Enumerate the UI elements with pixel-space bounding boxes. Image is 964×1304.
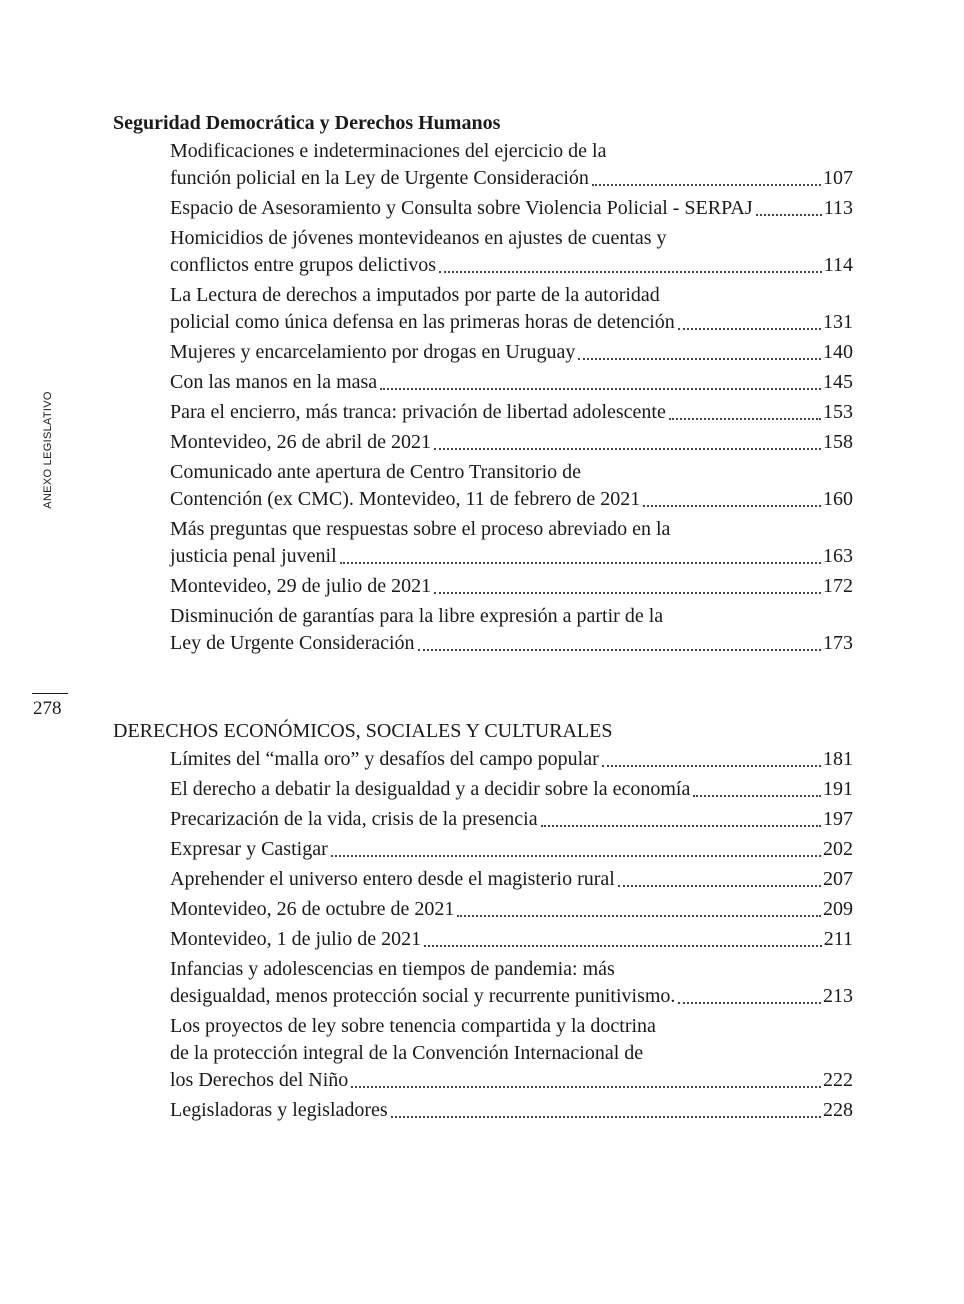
toc-entry-last-line <box>170 573 853 600</box>
toc-entry-title-line: Los proyectos de ley sobre tenencia compartida y la doctrina <box>170 1015 656 1037</box>
dot-leader <box>618 885 821 887</box>
toc-entry-last-line <box>170 896 853 923</box>
toc-page-number: 202 <box>823 838 853 860</box>
dot-leader <box>578 358 821 360</box>
toc-page-number: 207 <box>823 868 853 890</box>
dot-leader <box>541 825 821 827</box>
toc-entry[interactable] <box>170 746 853 773</box>
section-title: Seguridad Democrática y Derechos Humanos <box>113 112 501 134</box>
toc-entry[interactable] <box>170 282 853 336</box>
dot-leader <box>380 388 821 390</box>
toc-page-number: 172 <box>823 575 853 597</box>
toc-entry-title-line: función policial en la Ley de Urgente Consideración <box>170 167 589 189</box>
toc-entry[interactable] <box>170 603 853 657</box>
toc-entries <box>170 746 853 1124</box>
dot-leader <box>602 765 821 767</box>
toc-entry-title-line: Montevideo, 26 de octubre de 2021 <box>170 898 455 920</box>
toc-entry-title-line: Más preguntas que respuestas sobre el proceso abreviado en la <box>170 518 671 540</box>
toc-entry-last-line <box>170 630 853 657</box>
toc-entry[interactable] <box>170 369 853 396</box>
toc-page-number: 222 <box>823 1069 853 1091</box>
toc-entry-title-line: los Derechos del Niño <box>170 1069 349 1091</box>
toc-page-number: 181 <box>823 748 853 770</box>
toc-entry-title-line: Montevideo, 29 de julio de 2021 <box>170 575 432 597</box>
toc-entry-title-line: Ley de Urgente Consideración <box>170 632 415 654</box>
toc-section-seguridad <box>113 108 853 660</box>
toc-entry-title-line: Límites del “malla oro” y desafíos del campo popular <box>170 748 599 770</box>
dot-leader <box>331 855 821 857</box>
dot-leader <box>424 945 822 947</box>
toc-page-number: 114 <box>823 254 853 276</box>
toc-page-number: 160 <box>823 488 853 510</box>
toc-page-number: 228 <box>823 1099 853 1121</box>
toc-entry-title-line: justicia penal juvenil <box>170 545 337 567</box>
toc-entry-title-line: La Lectura de derechos a imputados por parte de la autoridad <box>170 284 660 306</box>
toc-entry-last-line <box>170 165 853 192</box>
toc-entry-title-line: policial como única defensa en las primeras horas de detención <box>170 311 675 333</box>
toc-entry-title-line: Comunicado ante apertura de Centro Transitorio de <box>170 461 582 483</box>
toc-entry[interactable] <box>170 926 853 953</box>
toc-entry[interactable] <box>170 1097 853 1124</box>
toc-entry-last-line <box>170 339 853 366</box>
toc-entry-title-line: desigualdad, menos protección social y recurrente punitivismo. <box>170 985 676 1007</box>
toc-section-desc <box>113 716 853 1127</box>
page-number: 278 <box>33 698 62 719</box>
toc-page-number: 113 <box>823 197 853 219</box>
toc-entry[interactable] <box>170 339 853 366</box>
toc-entry-title-line: Expresar y Castigar <box>170 838 328 860</box>
toc-entry-last-line <box>170 252 853 279</box>
dot-leader <box>418 649 821 651</box>
dot-leader <box>693 795 821 797</box>
toc-entry-last-line <box>170 486 853 513</box>
toc-entry-title-line: Montevideo, 1 de julio de 2021 <box>170 928 422 950</box>
toc-entry-last-line <box>170 399 853 426</box>
toc-entry[interactable] <box>170 956 853 1010</box>
toc-entry-title-line: Para el encierro, más tranca: privación de libertad adolescente <box>170 401 666 423</box>
toc-entries <box>170 138 853 657</box>
toc-entry-last-line <box>170 1067 853 1094</box>
dot-leader <box>678 328 821 330</box>
toc-entry-title-line: Homicidios de jóvenes montevideanos en ajustes de cuentas y <box>170 227 667 249</box>
dot-leader <box>678 1002 821 1004</box>
toc-entry[interactable] <box>170 866 853 893</box>
toc-entry-title-line: Con las manos en la masa <box>170 371 378 393</box>
toc-page-number: 191 <box>823 778 853 800</box>
toc-entry-last-line <box>170 543 853 570</box>
toc-page-number: 107 <box>823 167 853 189</box>
toc-entry-title-line: de la protección integral de la Convención Internacional de <box>170 1042 644 1064</box>
toc-entry-last-line <box>170 429 853 456</box>
dot-leader <box>756 214 822 216</box>
running-header-vertical: ANEXO LEGISLATIVO <box>42 391 54 509</box>
toc-page-number: 209 <box>823 898 853 920</box>
toc-entry-title-line: Espacio de Asesoramiento y Consulta sobre Violencia Policial - SERPAJ <box>170 197 753 219</box>
dot-leader <box>434 448 821 450</box>
toc-entry-title-line: Contención (ex CMC). Montevideo, 11 de febrero de 2021 <box>170 488 641 510</box>
toc-entry-last-line <box>170 926 853 953</box>
dot-leader <box>457 915 821 917</box>
toc-entry-title-line: Disminución de garantías para la libre expresión a partir de la <box>170 605 664 627</box>
dot-leader <box>351 1086 821 1088</box>
dot-leader <box>643 505 821 507</box>
toc-page-number: 163 <box>823 545 853 567</box>
dot-leader <box>434 592 821 594</box>
toc-entry[interactable] <box>170 459 853 513</box>
toc-entry-title-line: Infancias y adolescencias en tiempos de pandemia: más <box>170 958 615 980</box>
dot-leader <box>592 184 821 186</box>
toc-entry-title-line: Aprehender el universo entero desde el magisterio rural <box>170 868 615 890</box>
toc-entry-last-line <box>170 746 853 773</box>
toc-page-number: 197 <box>823 808 853 830</box>
toc-entry[interactable] <box>170 429 853 456</box>
toc-entry-last-line <box>170 1097 853 1124</box>
toc-entry[interactable] <box>170 806 853 833</box>
toc-page-number: 158 <box>823 431 853 453</box>
toc-entry-title-line: Legisladoras y legisladores <box>170 1099 388 1121</box>
toc-entry[interactable] <box>170 516 853 570</box>
toc-entry-title-line: conflictos entre grupos delictivos <box>170 254 437 276</box>
toc-entry-title-line: El derecho a debatir la desigualdad y a decidir sobre la economía <box>170 778 691 800</box>
toc-entry-title-line: Precarización de la vida, crisis de la presencia <box>170 808 538 830</box>
toc-entry-last-line <box>170 369 853 396</box>
toc-entry-title-line: Modificaciones e indeterminaciones del ejercicio de la <box>170 140 607 162</box>
toc-entry-last-line <box>170 309 853 336</box>
toc-entry-title-line: Montevideo, 26 de abril de 2021 <box>170 431 432 453</box>
toc-entry[interactable] <box>170 776 853 803</box>
toc-entry[interactable] <box>170 1013 853 1094</box>
toc-page-number: 211 <box>823 928 853 950</box>
toc-page-number: 153 <box>823 401 853 423</box>
toc-entry[interactable] <box>170 225 853 279</box>
toc-page-number: 213 <box>823 985 853 1007</box>
toc-entry-last-line <box>170 776 853 803</box>
toc-entry-last-line <box>170 806 853 833</box>
toc-entry[interactable] <box>170 399 853 426</box>
toc-page-number: 131 <box>823 311 853 333</box>
toc-page-number: 140 <box>823 341 853 363</box>
toc-entry-last-line <box>170 866 853 893</box>
dot-leader <box>669 418 821 420</box>
toc-page-number: 145 <box>823 371 853 393</box>
toc-entry[interactable] <box>170 896 853 923</box>
section-title: DERECHOS ECONÓMICOS, SOCIALES Y CULTURALES <box>113 720 613 742</box>
dot-leader <box>439 271 822 273</box>
page-number-rule <box>32 693 68 694</box>
toc-entry[interactable] <box>170 573 853 600</box>
toc-page-number: 173 <box>823 632 853 654</box>
dot-leader <box>340 562 821 564</box>
toc-entry-title-line: Mujeres y encarcelamiento por drogas en Uruguay <box>170 341 576 363</box>
toc-entry[interactable] <box>170 195 853 222</box>
toc-entry[interactable] <box>170 836 853 863</box>
toc-entry-last-line <box>170 195 853 222</box>
dot-leader <box>391 1116 821 1118</box>
toc-entry[interactable] <box>170 138 853 192</box>
toc-entry-last-line <box>170 983 853 1010</box>
toc-entry-last-line <box>170 836 853 863</box>
